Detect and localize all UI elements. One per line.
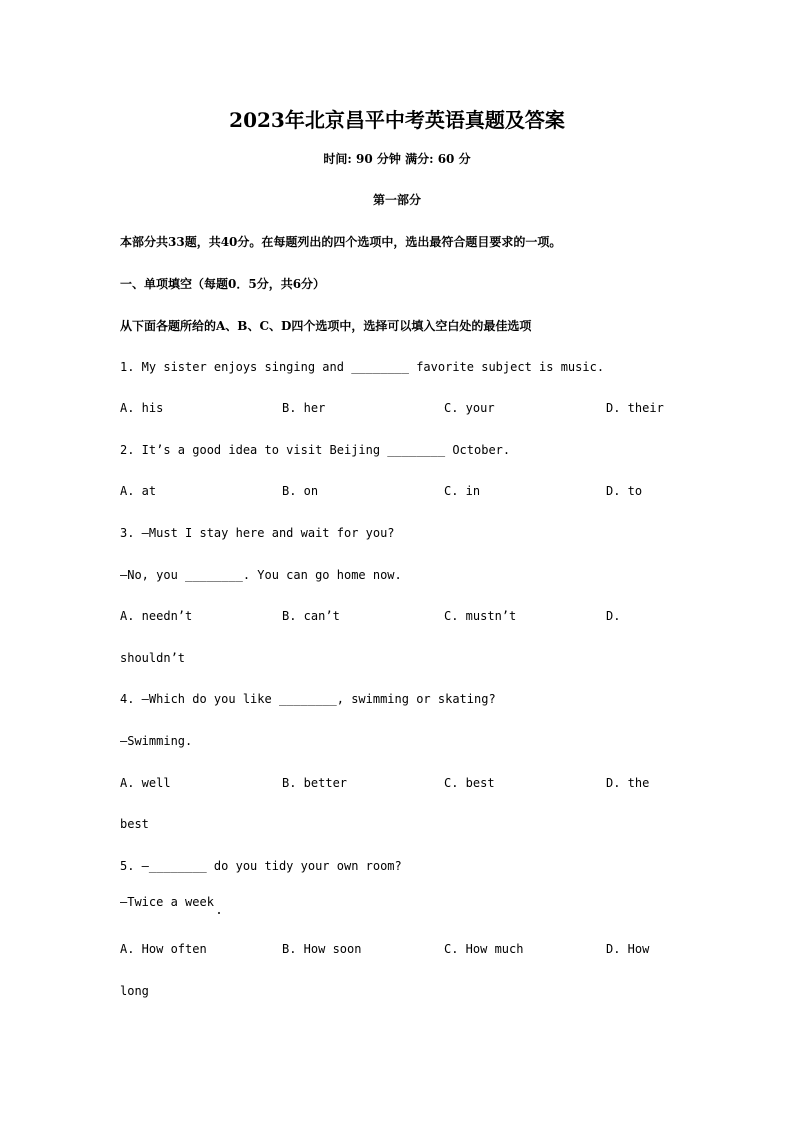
question-3-response: —No, you ________. You can go home now.: [120, 568, 402, 582]
question-1-stem: 1. My sister enjoys singing and ________ favorite subject is music.: [120, 360, 605, 374]
option-b: B. her: [282, 401, 326, 415]
option-a: A. needn’t: [120, 609, 193, 623]
stray-mark: [218, 912, 220, 914]
question-4-response: —Swimming.: [120, 734, 193, 748]
option-b: B. can’t: [282, 609, 340, 623]
option-d: D. How: [606, 942, 650, 956]
question-3-stem: 3. —Must I stay here and wait for you?: [120, 526, 395, 540]
section-heading: 一、单项填空（每题0．5分，共6分）: [120, 277, 326, 291]
option-c: C. mustn’t: [444, 609, 517, 623]
option-d: D. their: [606, 401, 664, 415]
question-5-stem: 5. —________ do you tidy your own room?: [120, 859, 402, 873]
question-3-option-d-wrap: shouldn’t: [120, 651, 186, 665]
question-4-stem: 4. —Which do you like ________, swimming or skating?: [120, 692, 496, 706]
option-b: B. better: [282, 776, 348, 790]
question-2-stem: 2. It’s a good idea to visit Beijing ________ October.: [120, 443, 511, 457]
question-5-response: —Twice a week: [120, 895, 214, 909]
option-d: D. to: [606, 484, 643, 498]
option-c: C. your: [444, 401, 495, 415]
exam-time-score: 时间: 90 分钟 满分: 60 分: [323, 152, 471, 166]
question-2-options: [120, 484, 680, 500]
document-title: 2023年北京昌平中考英语真题及答案: [229, 108, 565, 132]
option-b: B. How soon: [282, 942, 362, 956]
question-5-options: [120, 942, 680, 958]
option-a: A. at: [120, 484, 157, 498]
option-c: C. How much: [444, 942, 524, 956]
option-a: A. How often: [120, 942, 207, 956]
question-4-option-d-wrap: best: [120, 817, 149, 831]
option-d: D.: [606, 609, 621, 623]
question-3-options: [120, 609, 680, 625]
option-b: B. on: [282, 484, 319, 498]
part-heading: 第一部分: [372, 193, 421, 207]
option-c: C. in: [444, 484, 481, 498]
option-a: A. his: [120, 401, 164, 415]
option-d: D. the: [606, 776, 650, 790]
option-c: C. best: [444, 776, 495, 790]
option-a: A. well: [120, 776, 171, 790]
section-instruction: 从下面各题所给的A、B、C、D四个选项中，选择可以填入空白处的最佳选项: [120, 319, 532, 333]
part-intro: 本部分共33题，共40分。在每题列出的四个选项中，选出最符合题目要求的一项。: [120, 235, 562, 249]
question-1-options: [120, 401, 680, 417]
question-4-options: [120, 776, 680, 792]
question-5-option-d-wrap: long: [120, 984, 149, 998]
